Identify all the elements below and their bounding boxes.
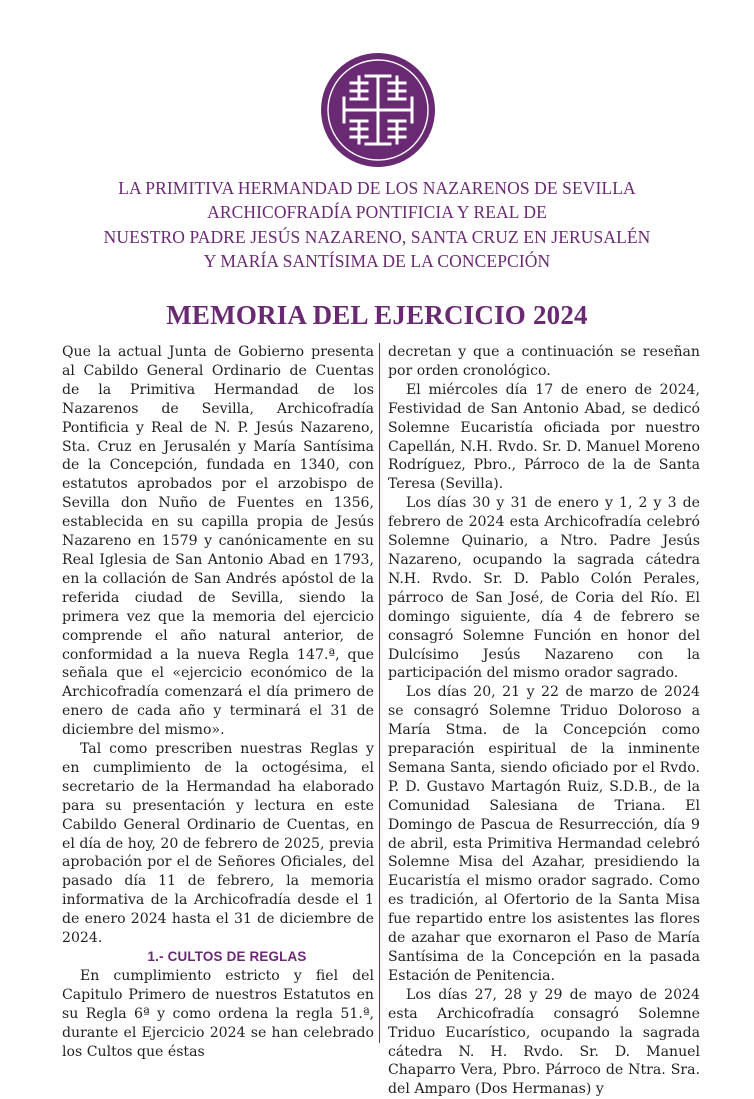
- brotherhood-name-line: Y MARÍA SANTÍSIMA DE LA CONCEPCIÓN: [203, 251, 551, 272]
- paragraph: El miércoles día 17 de enero de 2024, Festividad de San Antonio Abad, se dedicó Solemne Eucaristía oficiada por nuestro Capellán, N.H. Rvdo. Sr. D. Manuel Moreno Rodríguez, Pbro., Párroco de la de Santa Teresa (Sevilla).: [388, 381, 700, 493]
- paragraph: Los días 30 y 31 de enero y 1, 2 y 3 de febrero de 2024 esta Archicofradía celebró Solemne Quinario, a Ntro. Padre Jesús Nazareno, ocupando la sagrada cátedra N.H. Rvdo. Sr. D. Pablo Colón Perales, párroco de San José, de Coria del Río. El domingo siguiente, día 4 de febrero se consagró Solemne Función en honor del Dulcísimo Jesús Nazareno con la participación del mismo orador sagrado.: [388, 495, 700, 682]
- paragraph: Los días 27, 28 y 29 de mayo de 2024 esta Archicofradía consagró Solemne Triduo Eucarístico, ocupando la sagrada cátedra N. H. Rvdo. Sr. D. Manuel Chaparro Vera, Pbro. Párroco de Ntra. Sra. del Amparo (Dos Hermanas) y: [388, 986, 700, 1098]
- right-column: [388, 343, 700, 1099]
- paragraph: Los días 20, 21 y 22 de marzo de 2024 se consagró Solemne Triduo Doloroso a María Stma. de la Concepción como preparación espiritual de la inminente Semana Santa, siendo oficiado por el Rvdo. P. D. Gustavo Martagón Ruiz, S.D.B., de la Comunidad Salesiana de Triana. El Domingo de Pascua de Resurrección, día 9 de abril, esta Primitiva Hermandad celebró Solemne Misa del Azahar, presidiendo la Eucaristía el mismo orador sagrado. Como es tradición, al Ofertorio de la Santa Misa fue repartido entre los asistentes las flores de azahar que exornaron el Paso de María Santísima de la Concepción en la pasada Estación de Penitencia.: [388, 684, 700, 984]
- jerusalem-cross-emblem-icon: [320, 52, 436, 168]
- document-title: MEMORIA DEL EJERCICIO 2024: [166, 300, 588, 330]
- brotherhood-name-line: LA PRIMITIVA HERMANDAD DE LOS NAZARENOS DE SEVILLA: [118, 178, 636, 198]
- brotherhood-name: [0, 176, 754, 274]
- brotherhood-name-line: NUESTRO PADRE JESÚS NAZARENO, SANTA CRUZ EN JERUSALÉN: [103, 226, 651, 247]
- section-heading: 1.- CULTOS DE REGLAS: [147, 949, 307, 964]
- brotherhood-name-line: ARCHICOFRADÍA PONTIFICIA Y REAL DE: [207, 202, 547, 223]
- paragraph: Que la actual Junta de Gobierno presenta al Cabildo General Ordinario de Cuentas de la Primitiva Hermandad de los Nazarenos de Sevilla, Archicofradía Pontificia y Real de N. P. Jesús Nazareno, Sta. Cruz en Jerusalén y María Santísima de la Concepción, fundada en 1340, con estatutos aprobados por el arzobispo de Sevilla don Nuño de Fuentes en 1356, establecida en su capilla propia de Jesús Nazareno en 1579 y canónicamente en su Real Iglesia de San Antonio Abad en 1793, en la collación de San Andrés apóstol de la referida ciudad de Sevilla, siendo la primera vez que la memoria del ejercicio comprende el año natural anterior, de conformidad a la nueva Regla 147.ª, que señala que el «ejercicio económico de la Archicofradía comenzará el día primero de enero de cada año y terminará el 31 de diciembre del mismo».: [62, 344, 374, 739]
- column-divider: [379, 343, 380, 1043]
- left-column: [62, 343, 374, 1061]
- paragraph: Tal como prescriben nuestras Reglas y en cumplimiento de la octogésima, el secretario de la Hermandad ha elaborado para su presentación y lectura en este Cabildo General Ordinario de Cuentas, en el día de hoy, 20 de febrero de 2025, previa aprobación por el de Señores Oficiales, del pasado día 11 de febrero, la memoria informativa de la Archicofradía desde el 1 de enero 2024 hasta el 31 de diciembre de 2024.: [62, 741, 374, 947]
- paragraph: En cumplimiento estricto y fiel del Capitulo Primero de nuestros Estatutos en su Regla 6ª y como ordena la regla 51.ª, durante el Ejercicio 2024 se han celebrado los Cultos que éstas: [62, 967, 374, 1060]
- paragraph: decretan y que a continuación se reseñan por orden cronológico.: [388, 344, 700, 379]
